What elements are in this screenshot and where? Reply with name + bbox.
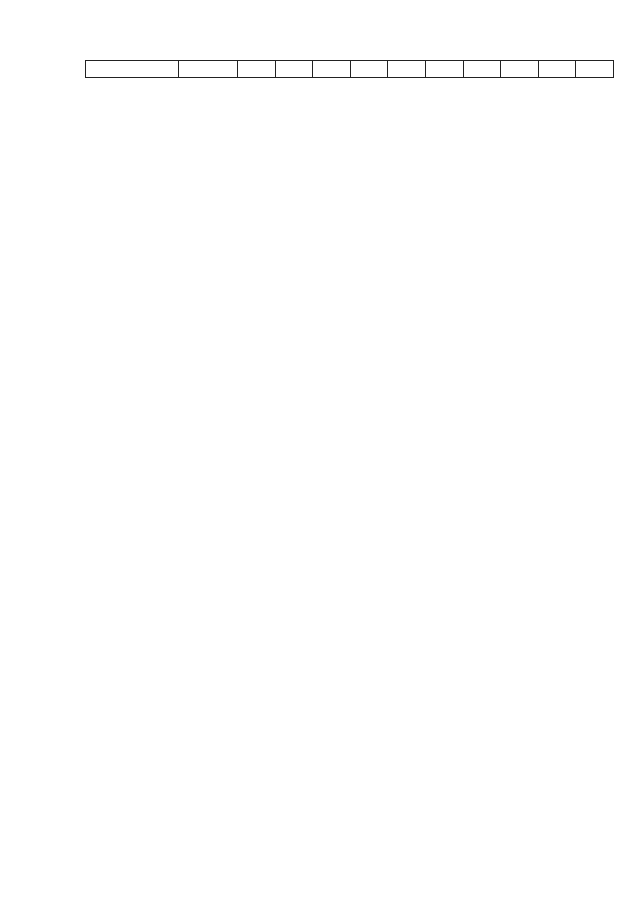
table-header-row bbox=[86, 61, 614, 78]
column-header bbox=[86, 61, 179, 78]
column-header bbox=[425, 61, 463, 78]
column-header bbox=[350, 61, 388, 78]
column-header bbox=[238, 61, 276, 78]
column-header bbox=[275, 61, 313, 78]
column-header bbox=[538, 61, 576, 78]
column-header bbox=[501, 61, 539, 78]
column-header bbox=[179, 61, 238, 78]
column-header bbox=[463, 61, 501, 78]
column-header bbox=[576, 61, 614, 78]
survival-table bbox=[85, 60, 614, 78]
column-header bbox=[388, 61, 426, 78]
column-header bbox=[313, 61, 351, 78]
